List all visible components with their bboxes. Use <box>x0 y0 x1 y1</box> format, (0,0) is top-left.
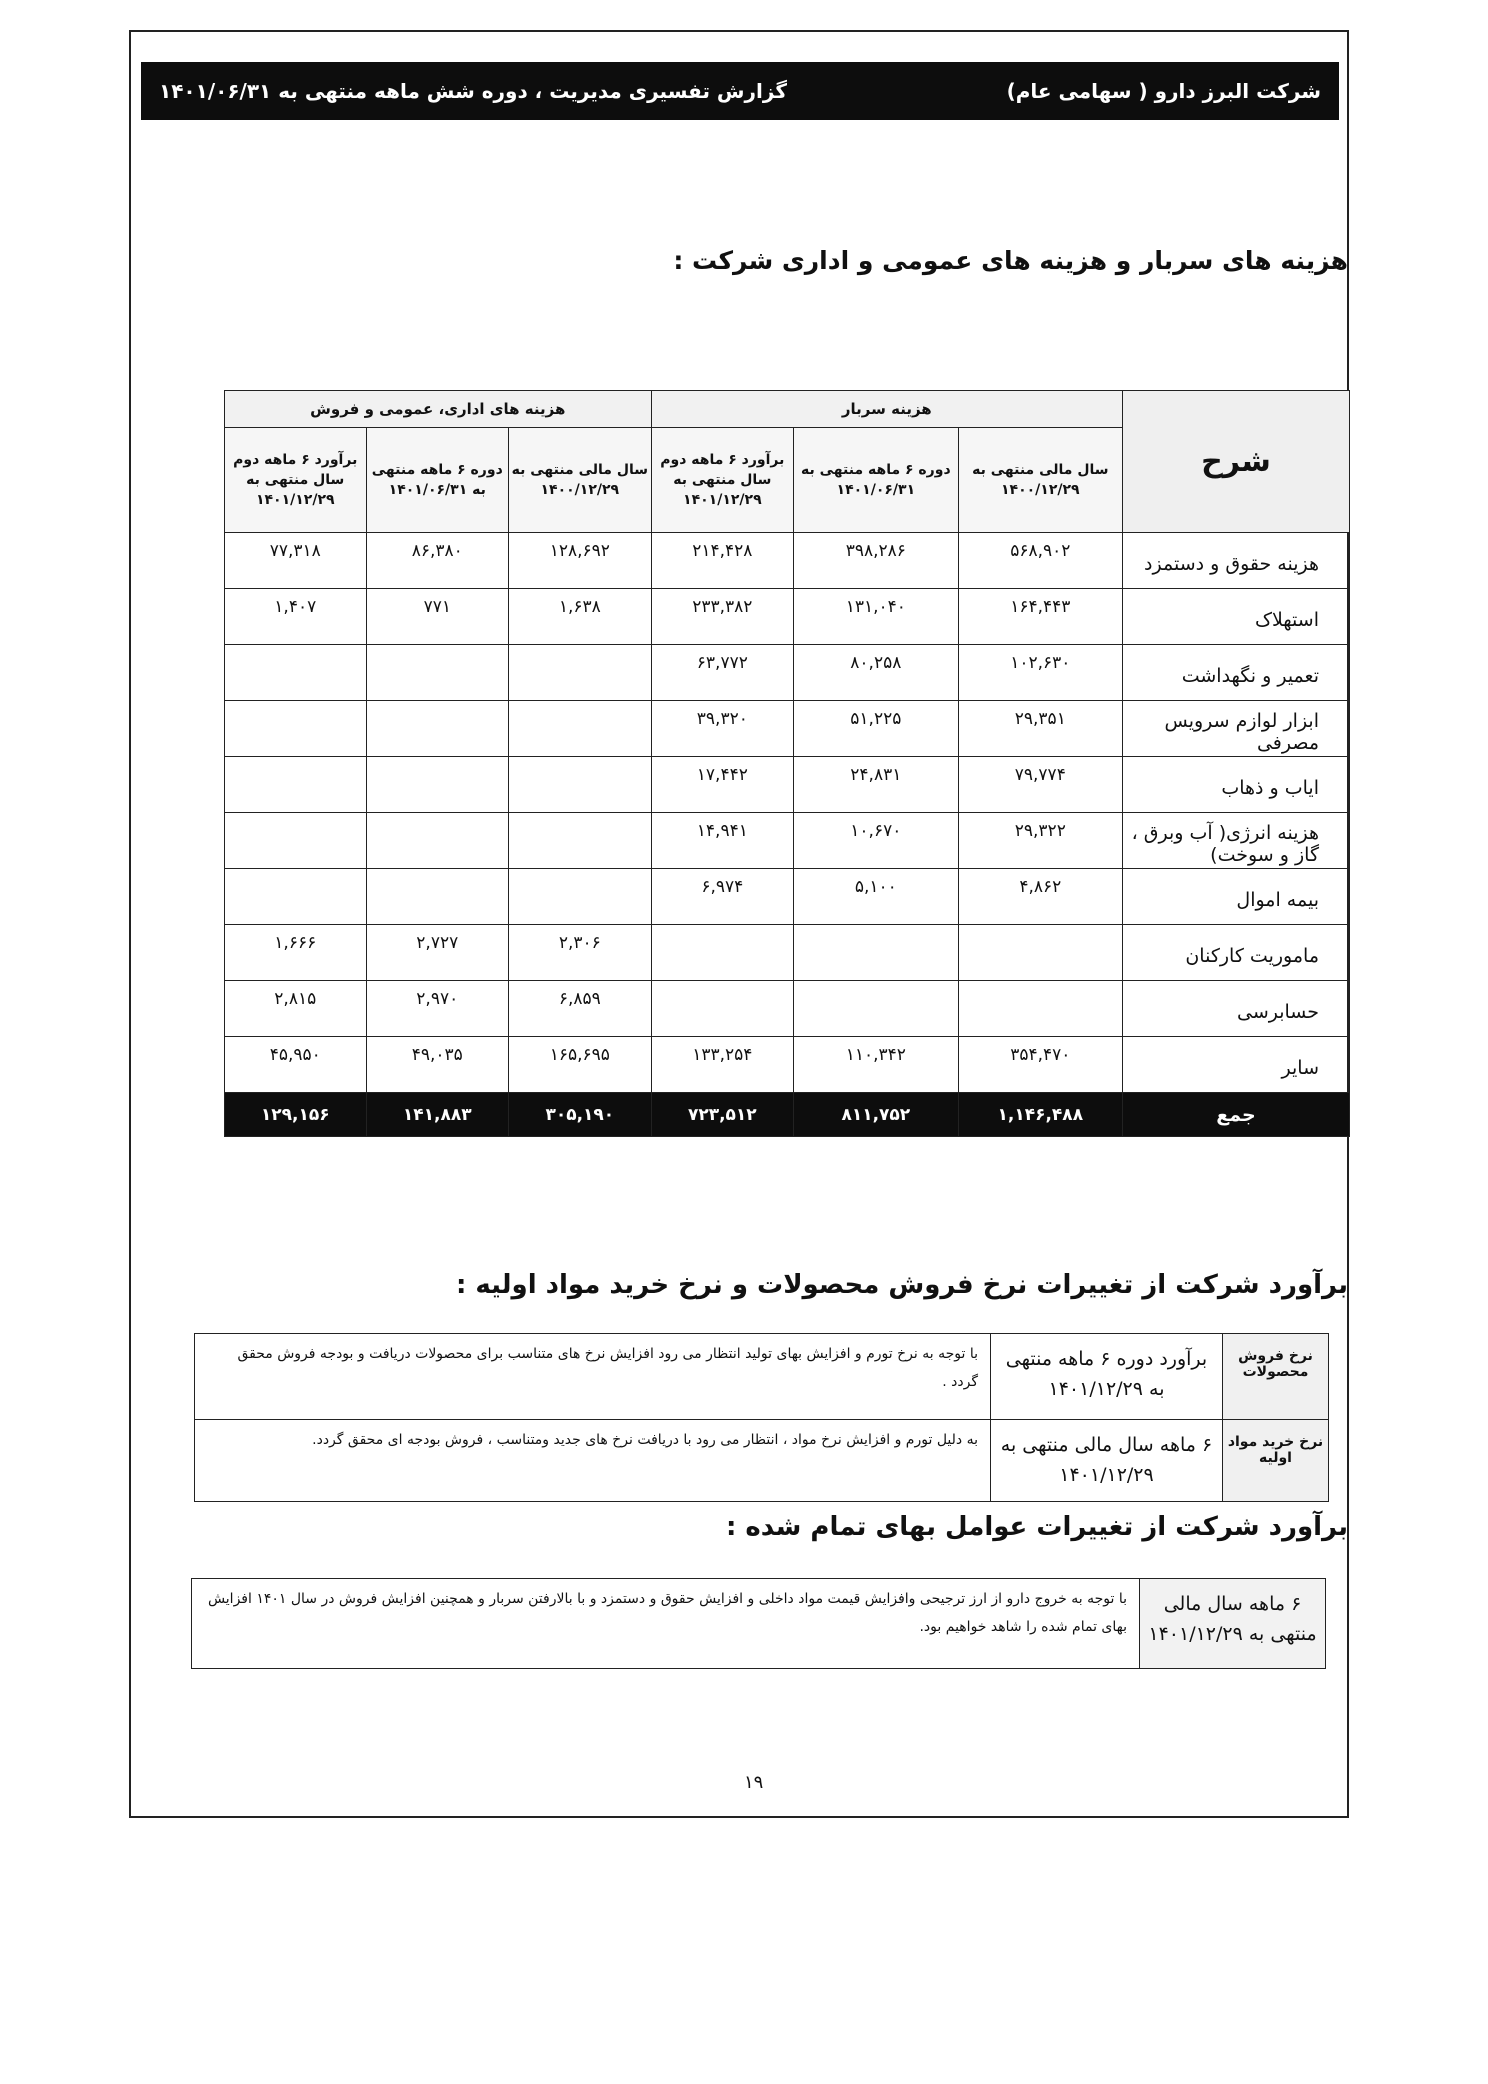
cell <box>509 701 652 757</box>
rates-row <box>195 1334 1329 1420</box>
row-label: ایاب و ذهاب <box>1123 757 1350 813</box>
page-number: ۱۹ <box>744 1772 764 1793</box>
cell: ۱۲۸,۶۹۲ <box>509 533 652 589</box>
desc-header: شرح <box>1123 391 1350 533</box>
cell: ۵,۱۰۰ <box>794 869 958 925</box>
total-cell: ۱۴۱,۸۸۳ <box>366 1093 509 1137</box>
row-label: استهلاک <box>1123 589 1350 645</box>
cell <box>509 757 652 813</box>
total-cell: ۱,۱۴۶,۴۸۸ <box>958 1093 1122 1137</box>
cell: ۱۴,۹۴۱ <box>651 813 794 869</box>
cell: ۱۰,۶۷۰ <box>794 813 958 869</box>
col-header: سال مالی منتهی به ۱۴۰۰/۱۲/۲۹ <box>509 428 652 533</box>
table-row <box>225 813 1350 869</box>
cell: ۲,۷۲۷ <box>366 925 509 981</box>
cell: ۲۹,۳۲۲ <box>958 813 1122 869</box>
cell <box>651 925 794 981</box>
cell <box>509 645 652 701</box>
cell <box>225 701 367 757</box>
cell <box>225 813 367 869</box>
cell: ۵۶۸,۹۰۲ <box>958 533 1122 589</box>
col-header: دوره ۶ ماهه منتهی به ۱۴۰۱/۰۶/۳۱ <box>366 428 509 533</box>
report-title <box>159 79 787 103</box>
rates-tag: نرخ فروش محصولات <box>1223 1334 1329 1420</box>
col-header: برآورد ۶ ماهه دوم سال منتهی به ۱۴۰۱/۱۲/۲۹ <box>651 428 794 533</box>
total-cell: ۳۰۵,۱۹۰ <box>509 1093 652 1137</box>
row-label: هزینه حقوق و دستمزد <box>1123 533 1350 589</box>
cell <box>366 869 509 925</box>
row-label: ماموریت کارکنان <box>1123 925 1350 981</box>
cell <box>958 981 1122 1037</box>
cell: ۱,۴۰۷ <box>225 589 367 645</box>
table-row <box>225 533 1350 589</box>
cost-factors-table <box>191 1578 1326 1669</box>
cell: ۵۱,۲۲۵ <box>794 701 958 757</box>
col-header: برآورد ۶ ماهه دوم سال منتهی به ۱۴۰۱/۱۲/۲۹ <box>225 428 367 533</box>
cell: ۱۶۵,۶۹۵ <box>509 1037 652 1093</box>
table-row <box>225 701 1350 757</box>
cell <box>366 701 509 757</box>
cell: ۲۴,۸۳۱ <box>794 757 958 813</box>
cost-table <box>224 390 1350 1137</box>
section1-title: هزینه های سربار و هزینه های عمومی و اداری شرکت : <box>673 246 1348 275</box>
cell: ۴۵,۹۵۰ <box>225 1037 367 1093</box>
row-label: بیمه اموال <box>1123 869 1350 925</box>
col-header: دوره ۶ ماهه منتهی به ۱۴۰۱/۰۶/۳۱ <box>794 428 958 533</box>
cell: ۳۵۴,۴۷۰ <box>958 1037 1122 1093</box>
cell: ۲,۸۱۵ <box>225 981 367 1037</box>
cell <box>366 813 509 869</box>
table-row <box>225 645 1350 701</box>
cell <box>225 869 367 925</box>
cell <box>225 645 367 701</box>
total-cell: ۱۲۹,۱۵۶ <box>225 1093 367 1137</box>
table-row <box>225 1037 1350 1093</box>
cell: ۱,۶۳۸ <box>509 589 652 645</box>
cell: ۶۳,۷۷۲ <box>651 645 794 701</box>
cell: ۳۹۸,۲۸۶ <box>794 533 958 589</box>
total-row <box>225 1093 1350 1137</box>
rates-tag: نرخ خرید مواد اولیه <box>1223 1420 1329 1502</box>
cell: ۷۹,۷۷۴ <box>958 757 1122 813</box>
cost-factors-row <box>192 1579 1326 1669</box>
cost-factors-period: ۶ ماهه سال مالی منتهی به ۱۴۰۱/۱۲/۲۹ <box>1140 1579 1326 1669</box>
total-cell: ۸۱۱,۷۵۲ <box>794 1093 958 1137</box>
cell: ۱۱۰,۳۴۲ <box>794 1037 958 1093</box>
table-row <box>225 757 1350 813</box>
cell: ۳۹,۳۲۰ <box>651 701 794 757</box>
cell: ۱۳۳,۲۵۴ <box>651 1037 794 1093</box>
cell: ۶,۸۵۹ <box>509 981 652 1037</box>
cell: ۲۳۳,۳۸۲ <box>651 589 794 645</box>
section3-title: برآورد شرکت از تغییرات عوامل بهای تمام شده : <box>725 1512 1348 1542</box>
table-row <box>225 869 1350 925</box>
cell: ۲۹,۳۵۱ <box>958 701 1122 757</box>
cell <box>794 981 958 1037</box>
cell: ۷۷,۳۱۸ <box>225 533 367 589</box>
rates-period: ۶ ماهه سال مالی منتهی به ۱۴۰۱/۱۲/۲۹ <box>991 1420 1223 1502</box>
rates-row <box>195 1420 1329 1502</box>
report-title-text: گزارش تفسیری مدیریت ، دوره شش ماهه منتهی به <box>278 79 787 103</box>
cell <box>651 981 794 1037</box>
cell: ۱۳۱,۰۴۰ <box>794 589 958 645</box>
row-label: سایر <box>1123 1037 1350 1093</box>
cell: ۷۷۱ <box>366 589 509 645</box>
cell <box>509 869 652 925</box>
report-banner <box>141 62 1339 120</box>
cell: ۸۰,۲۵۸ <box>794 645 958 701</box>
company-name: شرکت البرز دارو ( سهامی عام) <box>1006 79 1321 103</box>
total-cell: ۷۲۳,۵۱۲ <box>651 1093 794 1137</box>
row-label: تعمیر و نگهداشت <box>1123 645 1350 701</box>
row-label: هزینه انرژی( آب وبرق ، گاز و سوخت) <box>1123 813 1350 869</box>
cell <box>225 757 367 813</box>
cell: ۸۶,۳۸۰ <box>366 533 509 589</box>
admin-group-header: هزینه های اداری، عمومی و فروش <box>225 391 652 428</box>
cell <box>366 757 509 813</box>
overhead-group-header: هزینه سربار <box>651 391 1122 428</box>
row-label: حسابرسی <box>1123 981 1350 1037</box>
cell: ۱۰۲,۶۳۰ <box>958 645 1122 701</box>
cell <box>509 813 652 869</box>
rates-note: با توجه به نرخ تورم و افزایش بهای تولید انتظار می رود افزایش نرخ های متناسب برای محصولات دریافت و بودجه فروش محقق گردد . <box>195 1334 991 1420</box>
section2-title: برآورد شرکت از تغییرات نرخ فروش محصولات و نرخ خرید مواد اولیه : <box>455 1270 1348 1300</box>
rates-table <box>194 1333 1329 1502</box>
cell: ۲,۳۰۶ <box>509 925 652 981</box>
row-label: ابزار لوازم سرویس مصرفی <box>1123 701 1350 757</box>
table-row <box>225 925 1350 981</box>
cost-factors-note: با توجه به خروج دارو از ارز ترجیحی وافزایش قیمت مواد داخلی و افزایش حقوق و دستمزد و با بالارفتن سربار و همچنین افزایش فروش در سال ۱۴۰۱ افزایش بهای تمام شده را شاهد خواهیم بود. <box>192 1579 1140 1669</box>
total-label: جمع <box>1123 1093 1350 1137</box>
cell <box>794 925 958 981</box>
cell: ۴,۸۶۲ <box>958 869 1122 925</box>
cell <box>958 925 1122 981</box>
cell: ۴۹,۰۳۵ <box>366 1037 509 1093</box>
table-row <box>225 589 1350 645</box>
col-header: سال مالی منتهی به ۱۴۰۰/۱۲/۲۹ <box>958 428 1122 533</box>
rates-note: به دلیل تورم و افزایش نرخ مواد ، انتظار می رود با دریافت نرخ های جدید ومتناسب ، فروش بودجه ای محقق گردد. <box>195 1420 991 1502</box>
cell: ۶,۹۷۴ <box>651 869 794 925</box>
cell <box>366 645 509 701</box>
cell: ۱,۶۶۶ <box>225 925 367 981</box>
rates-period: برآورد دوره ۶ ماهه منتهی به ۱۴۰۱/۱۲/۲۹ <box>991 1334 1223 1420</box>
report-date: ۱۴۰۱/۰۶/۳۱ <box>159 79 272 103</box>
table-row <box>225 981 1350 1037</box>
cell: ۲۱۴,۴۲۸ <box>651 533 794 589</box>
cell: ۱۶۴,۴۴۳ <box>958 589 1122 645</box>
cell: ۱۷,۴۴۲ <box>651 757 794 813</box>
cell: ۲,۹۷۰ <box>366 981 509 1037</box>
